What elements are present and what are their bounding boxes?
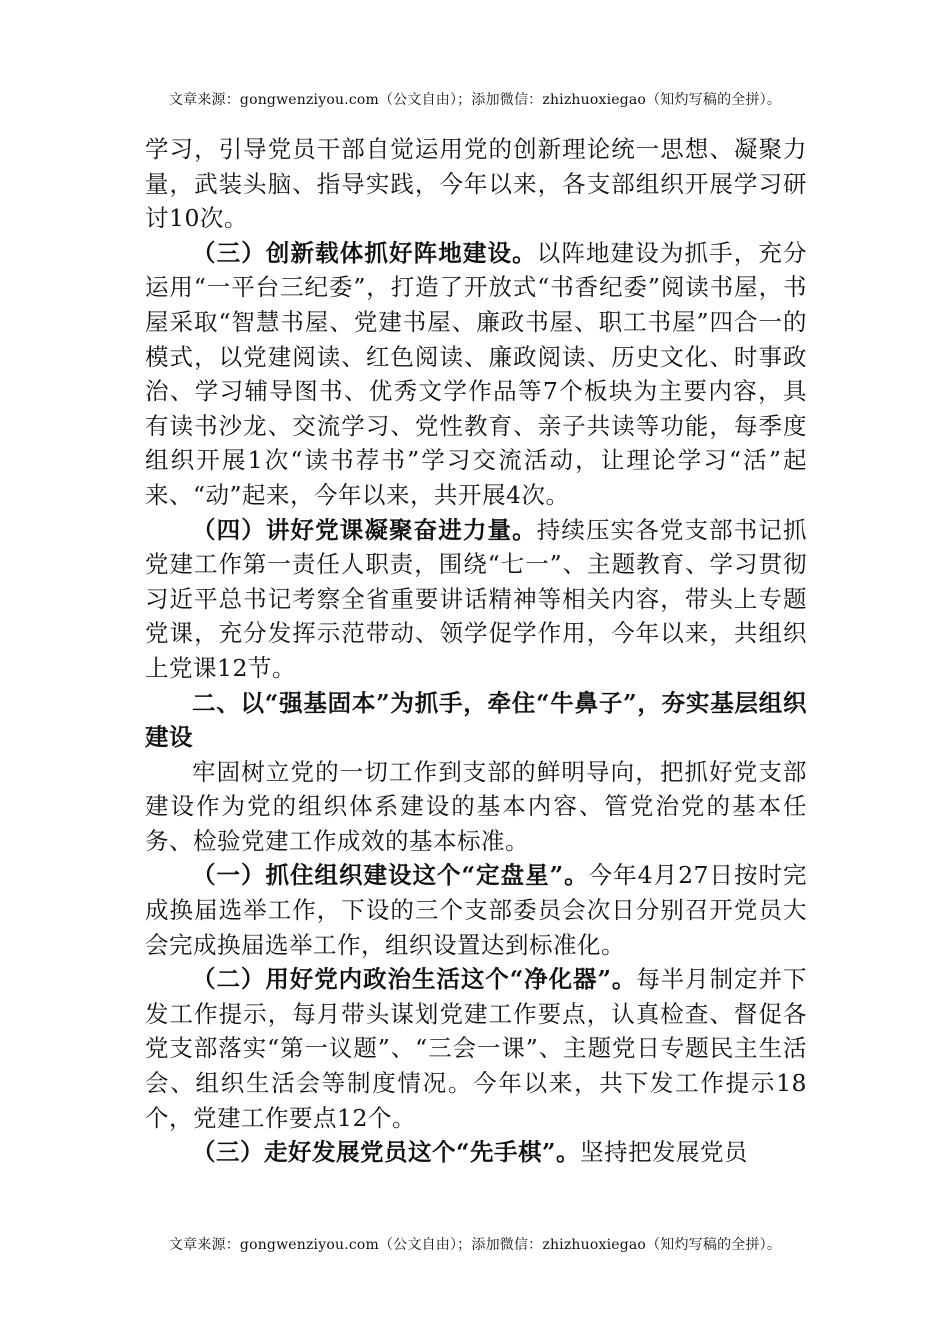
paragraph-member-development [145,1135,807,1170]
paragraph-political-life [145,962,807,1135]
document-body [145,132,807,1170]
paragraph-text: 每半月制定并下发工作提示，每月带头谋划党建工作要点，认真检查、督促各党支部落实“第一议题”、“三会一课”、主题党日专题民主生活会、组织生活会等制度情况。今年以来，共下发工作提示18个，党建工作要点12个。 [145,965,807,1132]
section-heading-2: 二、以“强基固本”为抓手，牵住“牛鼻子”，夯实基层组织建设 [145,688,807,752]
paragraph-text: 坚持把发展党员 [580,1138,749,1167]
page-footer: 文章来源：gongwenziyou.com（公文自由）；添加微信：zhizhuoxiegao（知灼写稿的全拼）。 [168,1237,782,1253]
paragraph-party-lecture [145,513,807,686]
paragraph-study: 学习，引导党员干部自觉运用党的创新理论统一思想、凝聚力量，武装头脑、指导实践，今年以来，各支部组织开展学习研讨10次。 [145,135,807,233]
paragraph-branch-orientation: 牢固树立党的一切工作到支部的鲜明导向，把抓好党支部建设作为党的组织体系建设的基本内容、管党治党的基本任务、检验党建工作成效的基本标准。 [145,757,807,855]
paragraph-text: 持续压实各党支部书记抓党建工作第一责任人职责，围绕“七一”、主题教育、学习贯彻习近平总书记考察全省重要讲话精神等相关内容，带头上专题党课，充分发挥示范带动、领学促学作用，今年以来，共组织上党课12节。 [145,515,807,682]
paragraph-organization-building [145,858,807,962]
paragraph-text: 今年4月27日按时完成换届选举工作，下设的三个支部委员会次日分别召开党员大会完成换届选举工作，组织设置达到标准化。 [145,861,807,959]
subheading-political-life: （二）用好党内政治生活这个“净化器”。 [192,965,637,994]
paragraph-position-building [145,236,807,513]
subheading-organization-building: （一）抓住组织建设这个“定盘星”。 [192,861,589,890]
subheading-member-development: （三）走好发展党员这个“先手棋”。 [192,1138,581,1167]
paragraph-text: 以阵地建设为抓手，充分运用“一平台三纪委”，打造了开放式“书香纪委”阅读书屋，书屋采取“智慧书屋、党建书屋、廉政书屋、职工书屋”四合一的模式，以党建阅读、红色阅读、廉政阅读、历史文化、时事政治、学习辅导图书、优秀文学作品等7个板块为主要内容，具有读书沙龙、交流学习、党性教育、亲子共读等功能，每季度组织开展1次“读书荐书”学习交流活动，让理论学习“活”起来、“动”起来，今年以来，共开展4次。 [145,238,807,509]
page-header: 文章来源：gongwenziyou.com（公文自由）；添加微信：zhizhuoxiegao（知灼写稿的全拼）。 [168,92,782,108]
subheading-position-building: （三）创新载体抓好阵地建设。 [192,238,537,267]
subheading-party-lecture: （四）讲好党课凝聚奋进力量。 [192,515,537,544]
